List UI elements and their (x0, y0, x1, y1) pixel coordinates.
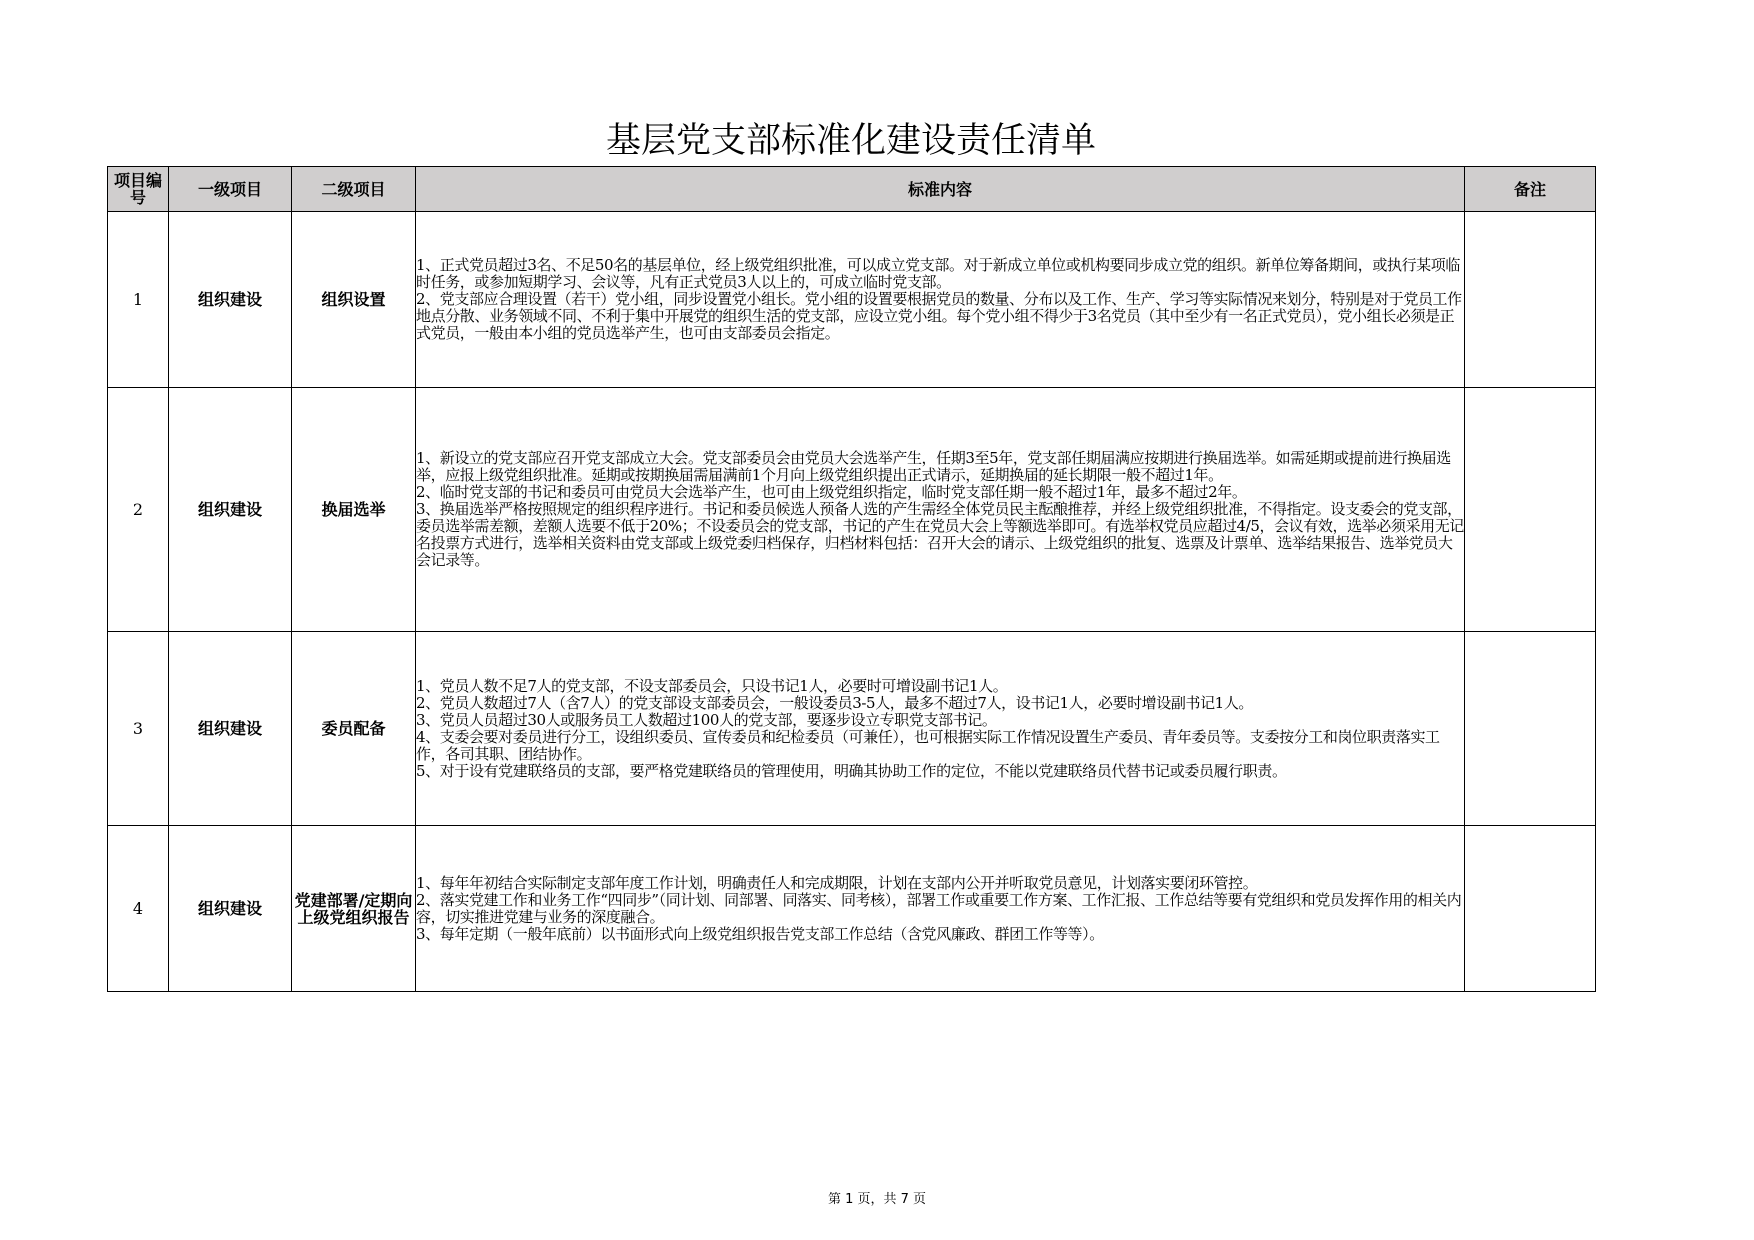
content-item: 2、党支部应合理设置（若干）党小组，同步设置党小组长。党小组的设置要根据党员的数量、分布以及工作、生产、学习等实际情况来划分，特别是对于党员工作地点分散、业务领域不同、不利于集中开展党的组织生活的党支部，应设立党小组。每个党小组不得少于3名党员（其中至少有一名正式党员），党小组长必须是正式党员，一般由本小组的党员选举产生，也可由支部委员会指定。 (416, 290, 1462, 342)
row-id: 4 (108, 826, 169, 992)
table-row (108, 388, 1596, 632)
content-item: 1、新设立的党支部应召开党支部成立大会。党支部委员会由党员大会选举产生，任期3至5年，党支部任期届满应按期进行换届选举。如需延期或提前进行换届选举，应报上级党组织批准。延期或按期换届需届满前1个月向上级党组织提出正式请示，延期换届的延长期限一般不超过1年。 (416, 449, 1451, 484)
content-item: 2、落实党建工作和业务工作“四同步”（同计划、同部署、同落实、同考核），部署工作或重要工作方案、工作汇报、工作总结等要有党组织和党员发挥作用的相关内容，切实推进党建与业务的深度融合。 (416, 890, 1462, 926)
content-item: 5、对于设有党建联络员的支部，要严格党建联络员的管理使用，明确其协助工作的定位，不能以党建联络员代替书记或委员履行职责。 (416, 761, 1287, 780)
row-level1: 组织建设 (169, 212, 292, 388)
content-item: 4、支委会要对委员进行分工，设组织委员、宣传委员和纪检委员（可兼任），也可根据实际工作情况设置生产委员、青年委员等。支委按分工和岗位职责落实工作，各司其职、团结协作。 (416, 727, 1440, 763)
content-item: 3、每年定期（一般年底前）以书面形式向上级党组织报告党支部工作总结（含党风廉政、群团工作等等）。 (416, 924, 1104, 943)
content-item: 2、党员人数超过7人（含7人）的党支部设支部委员会，一般设委员3-5人，最多不超过7人，设书记1人，必要时增设副书记1人。 (416, 693, 1254, 712)
header-id: 项目编号 (108, 167, 169, 212)
header-level2: 二级项目 (292, 167, 416, 212)
row-level2: 委员配备 (292, 632, 416, 826)
row-id: 2 (108, 388, 169, 632)
row-remark (1465, 826, 1596, 992)
header-content: 标准内容 (416, 167, 1465, 212)
row-remark (1465, 212, 1596, 388)
table-row (108, 826, 1596, 992)
row-level2: 换届选举 (292, 388, 416, 632)
row-remark (1465, 388, 1596, 632)
row-content (416, 632, 1465, 826)
row-content (416, 826, 1465, 992)
row-level1: 组织建设 (169, 826, 292, 992)
page-title: 基层党支部标准化建设责任清单 (605, 121, 1096, 161)
responsibility-table (107, 166, 1596, 992)
row-id: 3 (108, 632, 169, 826)
row-level1: 组织建设 (169, 388, 292, 632)
content-item: 2、临时党支部的书记和委员可由党员大会选举产生，也可由上级党组织指定，临时党支部任期一般不超过1年，最多不超过2年。 (416, 483, 1247, 501)
content-item: 3、换届选举严格按照规定的组织程序进行。书记和委员候选人预备人选的产生需经全体党员民主酝酿推荐，并经上级党组织批准，不得指定。设支委会的党支部，委员选举需差额，差额人选要不低于20%；不设委员会的党支部，书记的产生在党员大会上等额选举即可。有选举权党员应超过4/5，会议有效，选举必须采用无记名投票方式进行，选举相关资料由党支部或上级党委归档保存，归档材料包括：召开大会的请示、上级党组织的批复、选票及计票单、选举结果报告、选举党员大会记录等。 (416, 500, 1464, 569)
row-id: 1 (108, 212, 169, 388)
table-row (108, 212, 1596, 388)
table-row (108, 632, 1596, 826)
row-content (416, 212, 1465, 388)
page-footer: 第 1 页，共 7 页 (827, 1192, 927, 1207)
row-content (416, 388, 1465, 632)
content-item: 1、每年年初结合实际制定支部年度工作计划，明确责任人和完成期限，计划在支部内公开并听取党员意见，计划落实要闭环管控。 (416, 873, 1258, 892)
header-row (108, 167, 1596, 212)
content-item: 1、正式党员超过3名、不足50名的基层单位，经上级党组织批准，可以成立党支部。对于新成立单位或机构要同步成立党的组织。新单位筹备期间，或执行某项临时任务，或参加短期学习、会议等，凡有正式党员3人以上的，可成立临时党支部。 (416, 256, 1460, 291)
header-level1: 一级项目 (169, 167, 292, 212)
content-item: 1、党员人数不足7人的党支部，不设支部委员会，只设书记1人，必要时可增设副书记1人。 (416, 676, 1008, 695)
row-remark (1465, 632, 1596, 826)
header-remark: 备注 (1465, 167, 1596, 212)
row-level2: 组织设置 (292, 212, 416, 388)
content-item: 3、党员人员超过30人或服务员工人数超过100人的党支部，要逐步设立专职党支部书记。 (416, 710, 997, 729)
row-level1: 组织建设 (169, 632, 292, 826)
row-level2: 党建部署/定期向上级党组织报告 (292, 826, 416, 992)
